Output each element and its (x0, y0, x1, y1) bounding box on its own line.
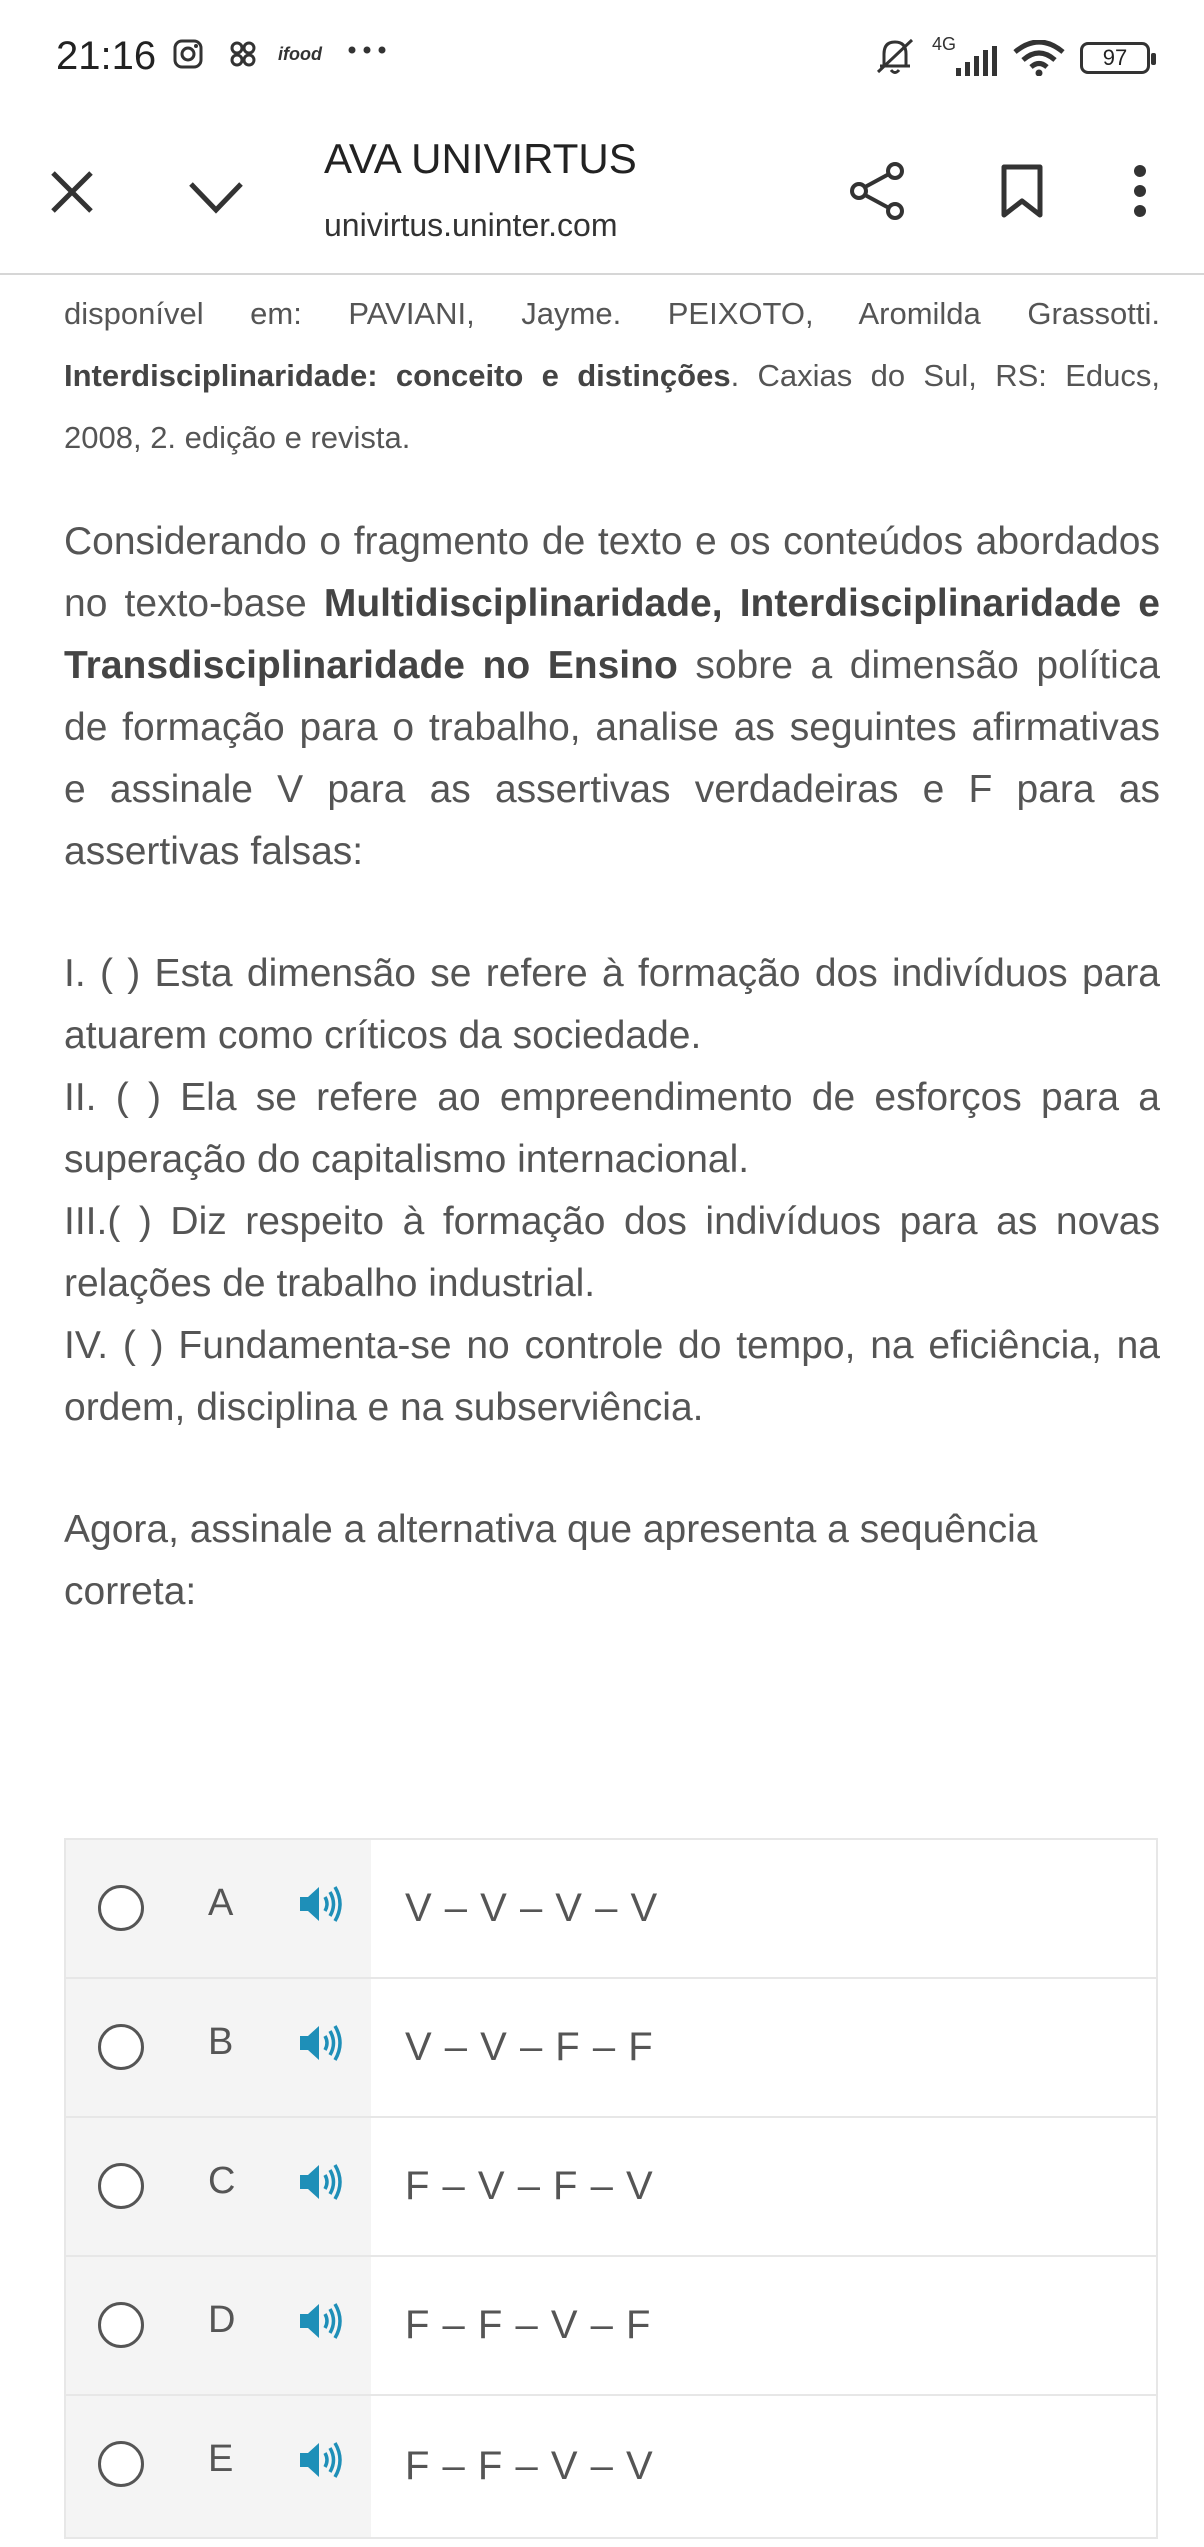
network-type: 4G (932, 34, 957, 54)
radio-button[interactable] (98, 2441, 144, 2487)
question-intro (64, 511, 1160, 883)
radio-button[interactable] (98, 2024, 144, 2070)
option-letter: B (208, 2021, 234, 2063)
option-a[interactable] (66, 1840, 1156, 1979)
option-d[interactable] (66, 2257, 1156, 2396)
option-text[interactable]: F – F – V – V (405, 2444, 654, 2488)
page-url: univirtus.uninter.com (324, 207, 618, 243)
intro-bold-text: Multidisciplinaridade, Interdisciplinaridade e Transdisciplinaridade no Ensino (64, 582, 1160, 687)
option-controls (66, 2257, 371, 2394)
option-controls (66, 1979, 371, 2116)
question-prompt: Agora, assinale a alternativa que apresenta a sequência correta: (64, 1508, 1038, 1613)
option-controls (66, 1840, 371, 1977)
app-icon (228, 38, 258, 75)
bookmark-icon[interactable] (990, 159, 1054, 223)
more-vert-icon[interactable] (1120, 159, 1160, 223)
option-b[interactable] (66, 1979, 1156, 2118)
signal-icon (954, 46, 998, 81)
intro-text-2: sobre a dimensão política de formação para o trabalho, analise as seguintes afirmativas e assinale V para as assertivas verdadeiras e F para as assertivas falsas: (64, 644, 1160, 873)
citation-title: Interdisciplinaridade: conceito e distinções (64, 358, 731, 393)
browser-toolbar (0, 115, 1204, 275)
option-text[interactable]: V – V – V – V (405, 1886, 659, 1930)
speaker-icon[interactable] (298, 2440, 344, 2485)
question-content (64, 275, 1160, 1623)
instagram-icon (172, 38, 204, 75)
option-text[interactable]: F – V – F – V (405, 2164, 654, 2208)
assertion-item: III.( ) Diz respeito à formação dos indivíduos para as novas relações de trabalho industrial. (64, 1200, 1160, 1305)
assertion-item: I. ( ) Esta dimensão se refere à formação dos indivíduos para atuarem como críticos da sociedade. (64, 952, 1160, 1057)
share-icon[interactable] (846, 159, 910, 223)
status-bar (0, 0, 1204, 115)
citation-suffix: . Caxias do Sul, RS: Educs, 2008, 2. edição e revista. (64, 358, 1160, 455)
battery-indicator: 97 (1080, 42, 1150, 74)
status-time: 21:16 (56, 34, 157, 78)
radio-button[interactable] (98, 2163, 144, 2209)
option-controls (66, 2396, 371, 2537)
page-title: AVA UNIVIRTUS (324, 135, 637, 182)
chevron-down-icon[interactable] (184, 165, 248, 229)
radio-button[interactable] (98, 1885, 144, 1931)
citation (64, 283, 1160, 469)
option-letter: D (208, 2299, 236, 2341)
close-icon[interactable] (40, 160, 104, 224)
speaker-icon[interactable] (298, 1884, 344, 1929)
intro-text: Considerando o fragmento de texto e os conteúdos abordados no texto-base (64, 520, 1160, 625)
answer-options (64, 1838, 1158, 2539)
bell-muted-icon (872, 36, 918, 81)
assertions-list (64, 943, 1160, 1439)
option-text[interactable]: V – V – F – F (405, 2025, 654, 2069)
speaker-icon[interactable] (298, 2023, 344, 2068)
assertion-item: II. ( ) Ela se refere ao empreendimento de esforços para a superação do capitalismo internacional. (64, 1076, 1160, 1181)
ifood-icon: ifood (278, 44, 322, 64)
radio-button[interactable] (98, 2302, 144, 2348)
option-controls (66, 2118, 371, 2255)
more-dots-icon (346, 40, 388, 65)
speaker-icon[interactable] (298, 2301, 344, 2346)
option-letter: A (208, 1882, 234, 1924)
option-letter: C (208, 2160, 236, 2202)
assertion-item: IV. ( ) Fundamenta-se no controle do tempo, na eficiência, na ordem, disciplina e na subserviência. (64, 1324, 1160, 1429)
citation-prefix: disponível em: PAVIANI, Jayme. PEIXOTO, Aromilda Grassotti. (64, 296, 1160, 331)
speaker-icon[interactable] (298, 2162, 344, 2207)
option-letter: E (208, 2438, 234, 2480)
wifi-icon (1012, 40, 1066, 81)
option-e[interactable] (66, 2396, 1156, 2537)
option-text[interactable]: F – F – V – F (405, 2303, 652, 2347)
option-c[interactable] (66, 2118, 1156, 2257)
